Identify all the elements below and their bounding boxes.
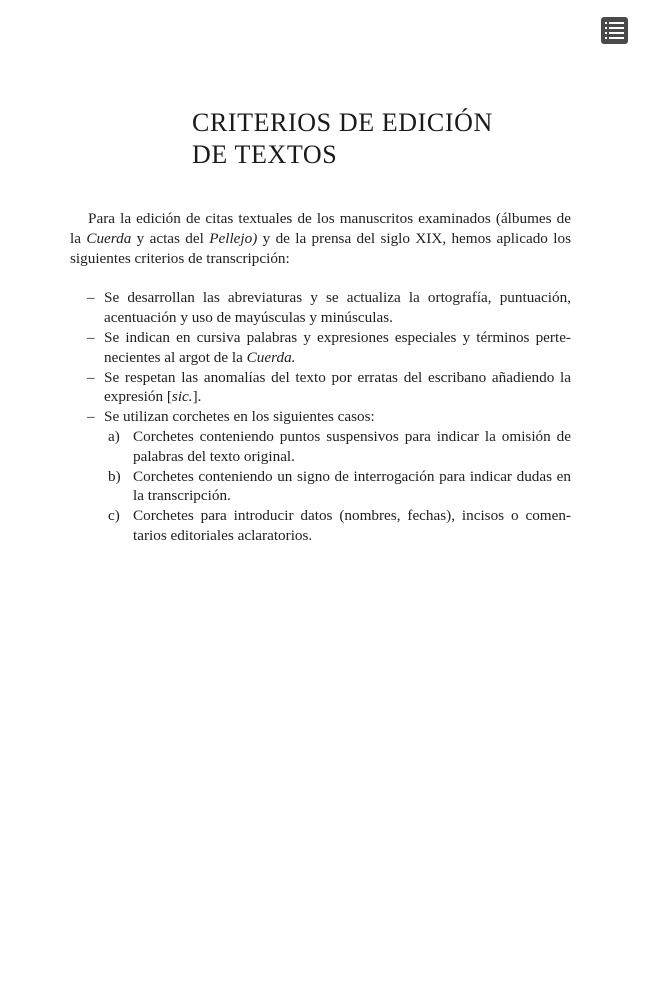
intro-text-2: y actas del: [131, 229, 210, 247]
criteria-list: [70, 288, 571, 545]
list-dash: –: [87, 408, 95, 426]
list-dash: –: [87, 328, 95, 346]
criterion-item: [70, 368, 571, 408]
sub-criterion-item: [104, 506, 571, 546]
criterion-item: [70, 328, 571, 368]
intro-italic-cuerda: Cuerda: [86, 229, 132, 247]
intro-text-1: Para la edición de citas textuales de los manuscritos examinados (álbumes de la: [70, 210, 571, 247]
sub-criterion-marker: c): [108, 507, 120, 525]
criterion-item: [70, 407, 571, 546]
criterion-italic: Cuerda.: [246, 348, 296, 366]
chapter-title-line1: CRITERIOS DE EDICIÓN: [192, 108, 493, 137]
criterion-italic: sic.: [171, 388, 193, 406]
criterion-text: Se indican en cursiva palabras y expresiones especiales y términos perte- necientes al argot de la: [104, 328, 571, 366]
chapter-title-line2: DE TEXTOS: [192, 140, 338, 169]
sub-criterion-text: Corchetes conteniendo un signo de interrogación para indicar dudas en la transcripción.: [133, 467, 571, 505]
sub-criterion-item: [104, 427, 571, 467]
sub-criterion-text: Corchetes conteniendo puntos suspensivos para indicar la omisión de palabras del texto original.: [133, 427, 571, 465]
criterion-text: Se utilizan corchetes en los siguientes casos:: [104, 408, 375, 426]
list-dash: –: [87, 289, 95, 307]
intro-text-3: y de la prensa del siglo XIX, hemos aplicado los siguientes criterios de transcripción:: [70, 229, 571, 267]
criterion-item: [70, 288, 571, 328]
sub-criterion-item: [104, 467, 571, 507]
list-icon: [605, 21, 624, 24]
body-text: [70, 209, 571, 546]
sub-criterion-text: Corchetes para introducir datos (nombres, fechas), incisos o comen- tarios editoriales aclaratorios.: [133, 507, 571, 544]
criterion-text-end: ].: [192, 388, 202, 406]
list-dash: –: [87, 368, 95, 386]
sub-criterion-marker: b): [108, 467, 121, 485]
intro-italic-pellejo: Pellejo): [209, 229, 258, 247]
sub-criteria-list: [104, 427, 571, 546]
toc-menu-button[interactable]: [601, 17, 628, 44]
criterion-text: Se respetan las anomalías del texto por erratas del escribano añadiendo la expresión [: [104, 368, 571, 406]
criterion-text: Se desarrollan las abreviaturas y se actualiza la ortografía, puntuación, acentuación y uso de mayúsculas y minúsculas.: [104, 289, 571, 327]
sub-criterion-marker: a): [108, 427, 120, 445]
chapter-title: [192, 107, 493, 171]
intro-paragraph: [70, 209, 571, 268]
